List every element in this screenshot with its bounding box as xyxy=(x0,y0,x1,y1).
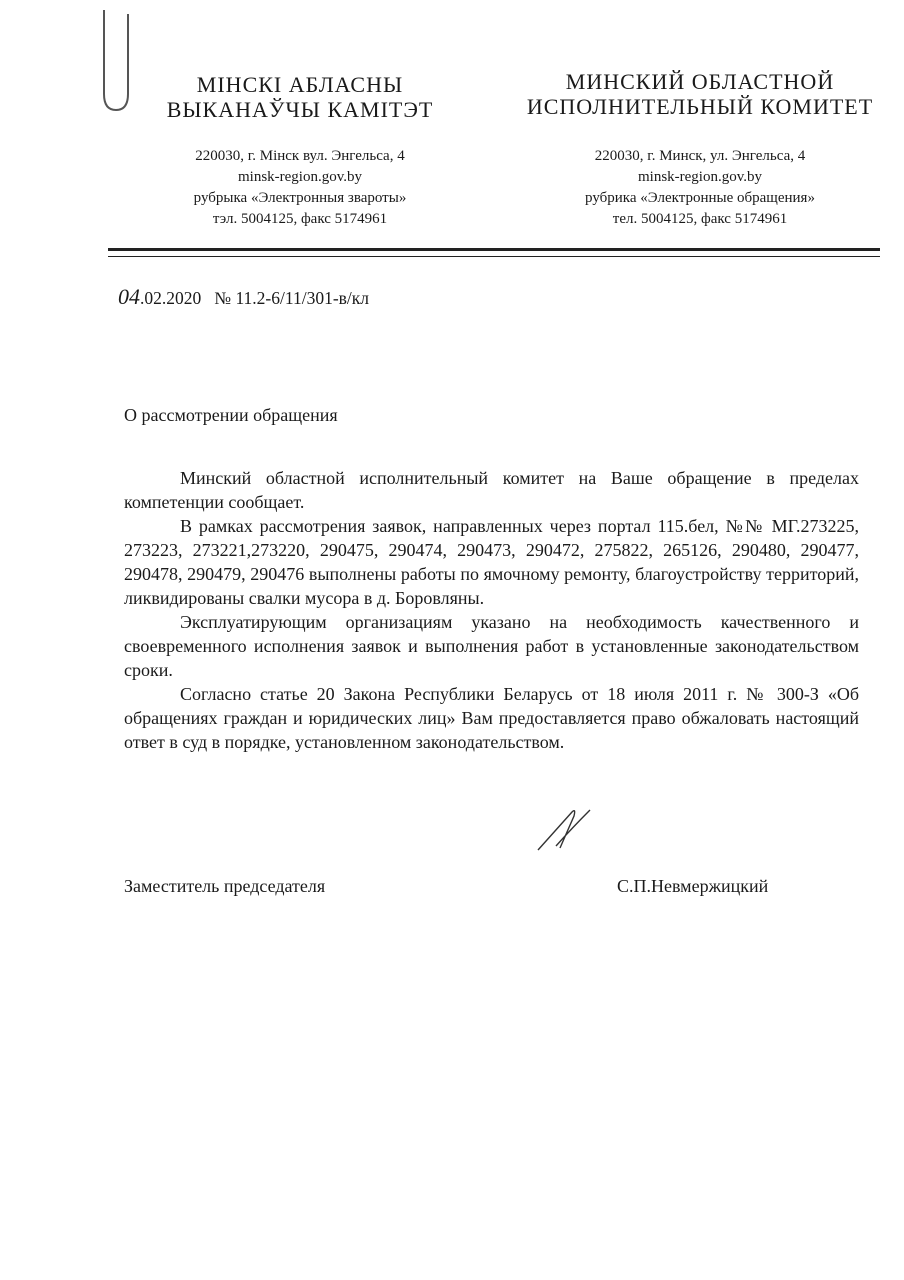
header-right-title xyxy=(500,69,900,119)
signer-name: С.П.Невмержицкий xyxy=(617,876,769,896)
header-right-address-line: рубрика «Электронные обращения» xyxy=(585,190,815,206)
body-paragraph: Эксплуатирующим организациям указано на необходимость качественного и своевременного исполнения заявок и выполнения работ в установленные законодательством сроки. xyxy=(124,612,859,680)
header-divider-thin xyxy=(108,256,880,257)
header-right-address-line: 220030, г. Минск, ул. Энгельса, 4 xyxy=(594,148,806,164)
handwritten-signature xyxy=(532,806,602,854)
signer-position: Заместитель председателя xyxy=(124,876,326,896)
header-left-title-line: МІНСКІ АБЛАСНЫ xyxy=(196,72,404,97)
body-paragraph: В рамках рассмотрения заявок, направленных через портал 115.бел, №№ МГ.273225, 273223, 273221,273220, 290475, 290474, 290473, 290472, 275822, 265126, 290480, 290477, 290478, 290479, 290476 выполнены работы по ямочному ремонту, благоустройству территорий, ликвидированы свалки мусора в д. Боровляны. xyxy=(124,516,859,608)
header-left-address-line: minsk-region.gov.by xyxy=(237,169,362,185)
header-right-title-line: ИСПОЛНИТЕЛЬНЫЙ КОМИТЕТ xyxy=(526,94,874,119)
registration-day-handwritten: 04 xyxy=(118,284,140,309)
body-paragraph: Минский областной исполнительный комитет на Ваше обращение в пределах компетенции сообщает. xyxy=(124,468,859,512)
header-left-address xyxy=(130,146,470,230)
registration-line xyxy=(118,284,369,310)
header-right-address xyxy=(510,146,890,230)
header-left-address-line: тэл. 5004125, факс 5174961 xyxy=(212,211,388,227)
header-left-address-line: 220030, г. Мінск вул. Энгельса, 4 xyxy=(195,148,405,164)
letter-subject: О рассмотрении обращения xyxy=(124,405,338,425)
registration-date: .02.2020 xyxy=(140,288,202,308)
header-divider-thick xyxy=(108,248,880,251)
header-left-address-line: рубрыка «Электронныя звароты» xyxy=(193,190,407,206)
header-right-address-line: тел. 5004125, факс 5174961 xyxy=(612,211,788,227)
header-left-title xyxy=(130,72,470,122)
header-right-title-line: МИНСКИЙ ОБЛАСТНОЙ xyxy=(565,69,835,94)
letter-body xyxy=(124,466,859,754)
registration-number: № 11.2-6/11/301-в/кл xyxy=(214,288,370,308)
header-right-address-line: minsk-region.gov.by xyxy=(637,169,762,185)
header-left-title-line: ВЫКАНАЎЧЫ КАМІТЭТ xyxy=(166,97,434,122)
body-paragraph: Согласно статье 20 Закона Республики Беларусь от 18 июля 2011 г. № 300-З «Об обращениях граждан и юридических лиц» Вам предоставляется право обжаловать настоящий ответ в суд в порядке, установленном законодательством. xyxy=(124,684,859,752)
